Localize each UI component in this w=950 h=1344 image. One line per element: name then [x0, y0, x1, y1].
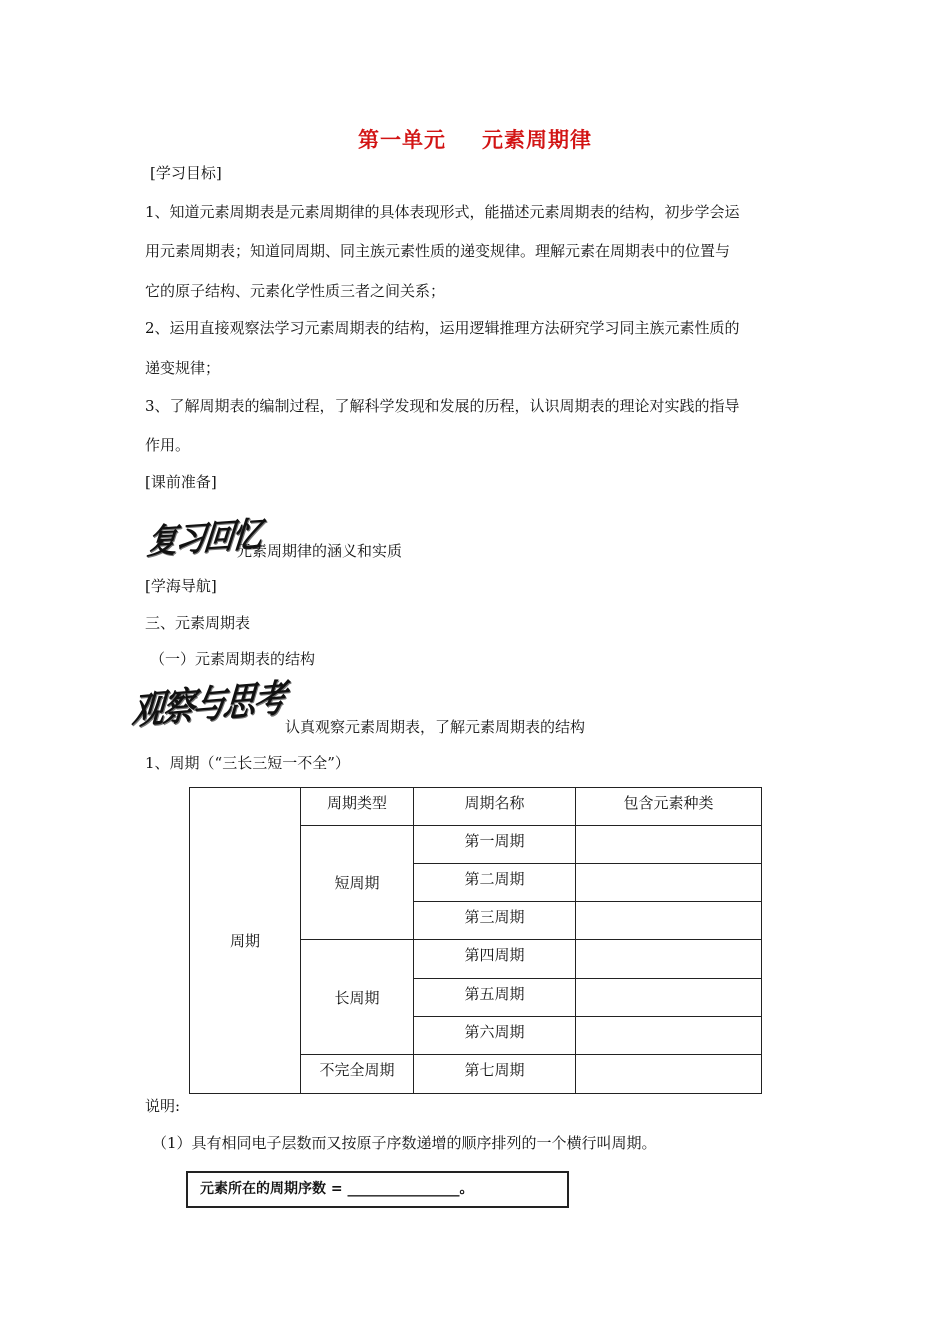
- review-text: 元素周期律的涵义和实质: [237, 542, 403, 560]
- prep-header: [课前准备]: [145, 473, 217, 491]
- section-heading: 三、元素周期表: [145, 614, 251, 632]
- title-topic: 元素周期律: [482, 127, 592, 152]
- element-count-cell[interactable]: [576, 826, 762, 864]
- period-type-cell: 短周期: [301, 826, 414, 940]
- period-name-cell: 第一周期: [414, 826, 576, 864]
- objective-line: 3、了解周期表的编制过程，了解科学发现和发展的历程，认识周期表的理论对实践的指导: [145, 397, 740, 415]
- subsection-heading: （一）元素周期表的结构: [150, 650, 316, 668]
- objective-line: 1、知道元素周期表是元素周期律的具体表现形式，能描述元素周期表的结构，初步学会运: [145, 203, 740, 221]
- element-count-cell[interactable]: [576, 902, 762, 940]
- period-type-cell: 不完全周期: [301, 1055, 414, 1094]
- period-name-cell: 第五周期: [414, 979, 576, 1017]
- page-title: [0, 124, 950, 154]
- period-name-cell: 第四周期: [414, 940, 576, 979]
- header-cell: 包含元素种类: [576, 788, 762, 826]
- guide-header: [学海导航]: [145, 577, 217, 595]
- period-item: 1、周期（“三长三短一不全”）: [145, 754, 350, 772]
- period-row-label: 周期: [190, 788, 301, 1094]
- fill-in-box[interactable]: 元素所在的周期序数 = ________________。: [186, 1171, 569, 1208]
- objective-line: 递变规律；: [145, 359, 221, 377]
- objectives-header: [学习目标]: [150, 164, 222, 182]
- element-count-cell[interactable]: [576, 940, 762, 979]
- notes-header: 说明:: [145, 1097, 181, 1115]
- title-unit: 第一单元: [358, 127, 446, 152]
- period-type-cell: 长周期: [301, 940, 414, 1055]
- element-count-cell[interactable]: [576, 1055, 762, 1094]
- element-count-cell[interactable]: [576, 979, 762, 1017]
- observe-graphic: 观察与思考: [130, 675, 286, 734]
- objective-line: 它的原子结构、元素化学性质三者之间关系；: [145, 282, 446, 300]
- period-name-cell: 第二周期: [414, 864, 576, 902]
- header-cell: 周期类型: [301, 788, 414, 826]
- objective-line: 作用。: [145, 436, 191, 454]
- header-cell: 周期名称: [414, 788, 576, 826]
- period-table: [189, 787, 762, 1094]
- note-point: （1）具有相同电子层数而又按原子序数递增的顺序排列的一个横行叫周期。: [152, 1134, 657, 1152]
- objective-line: 2、运用直接观察法学习元素周期表的结构，运用逻辑推理方法研究学习同主族元素性质的: [145, 319, 740, 337]
- observe-text: 认真观察元素周期表，了解元素周期表的结构: [285, 718, 586, 736]
- period-name-cell: 第六周期: [414, 1017, 576, 1055]
- element-count-cell[interactable]: [576, 1017, 762, 1055]
- table-row: [190, 788, 762, 826]
- period-name-cell: 第七周期: [414, 1055, 576, 1094]
- objective-line: 用元素周期表；知道同周期、同主族元素性质的递变规律。理解元素在周期表中的位置与: [145, 242, 731, 260]
- period-name-cell: 第三周期: [414, 902, 576, 940]
- element-count-cell[interactable]: [576, 864, 762, 902]
- review-graphic: 复习回忆: [145, 514, 263, 563]
